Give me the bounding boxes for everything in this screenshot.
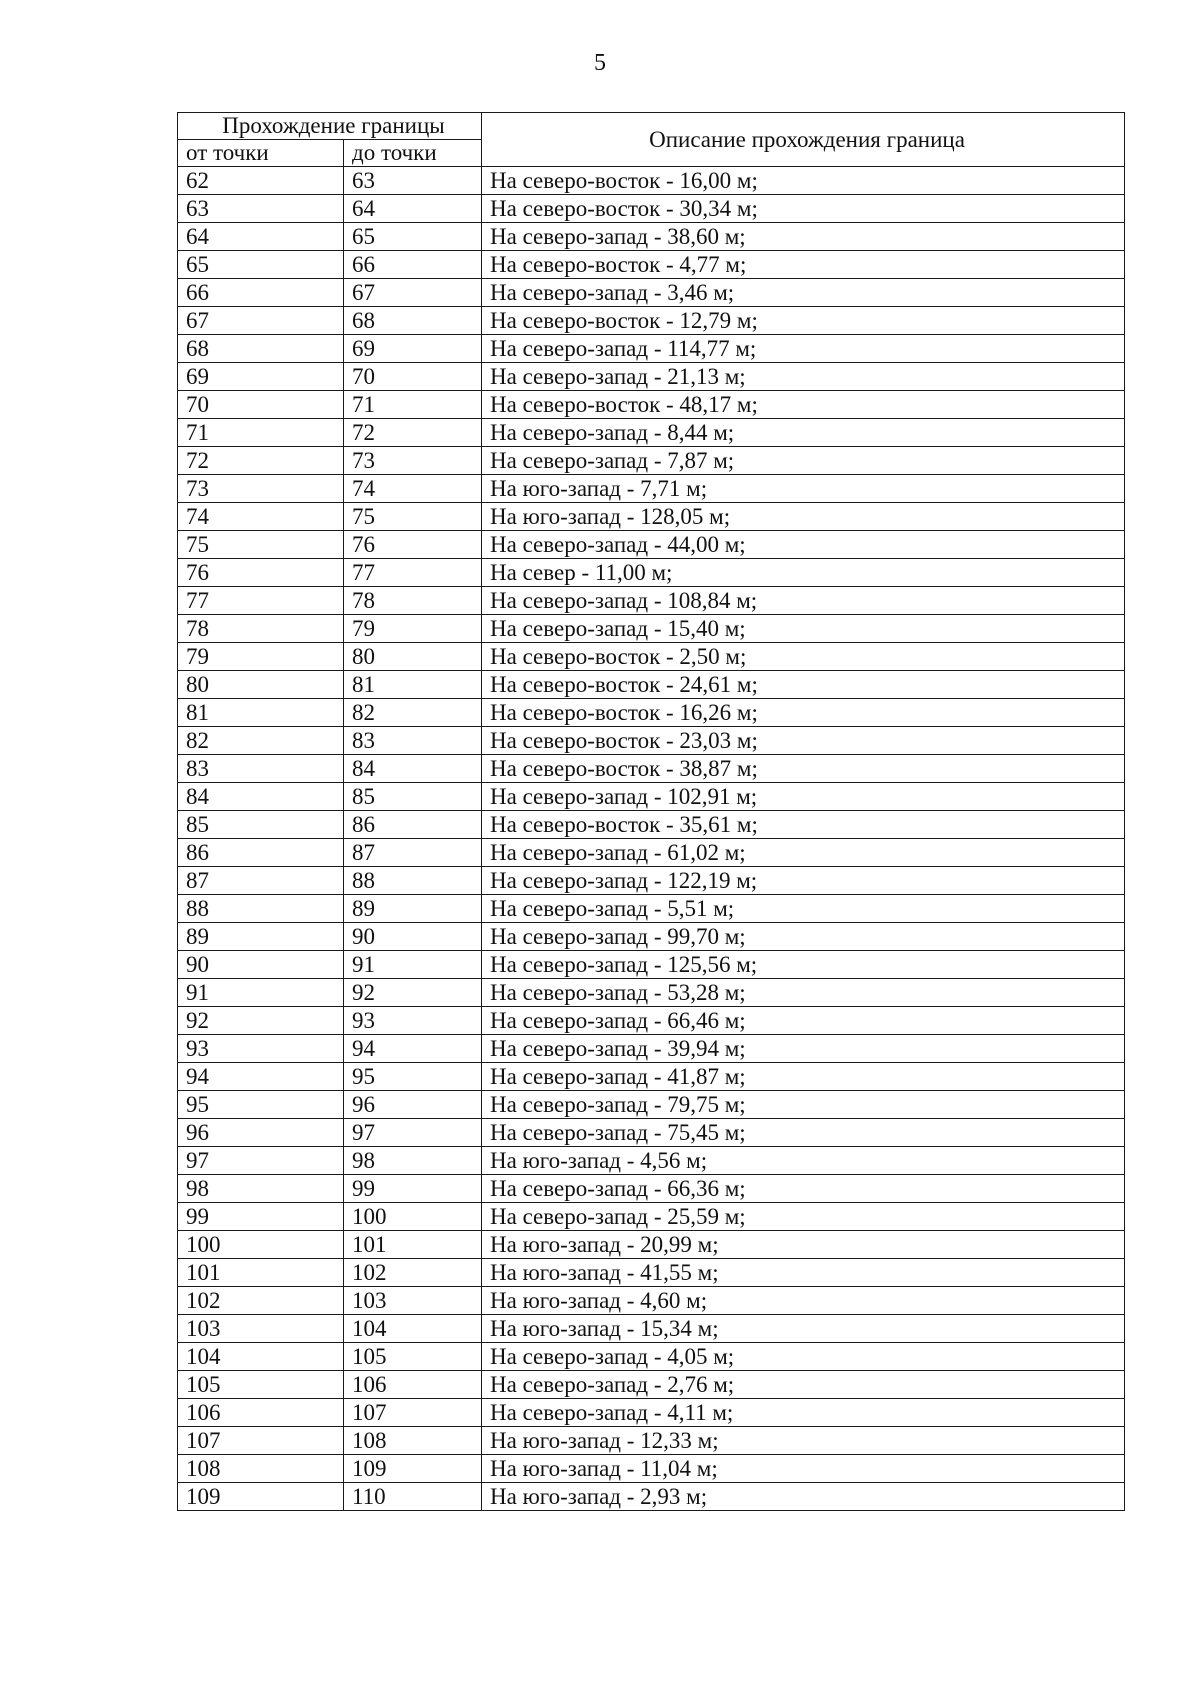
description-cell: На северо-восток - 35,61 м;: [482, 811, 1125, 839]
from-point-cell: 72: [178, 447, 344, 475]
table-row: [178, 531, 1125, 559]
from-point-cell: 100: [178, 1231, 344, 1259]
table-row: [178, 1147, 1125, 1175]
to-point-cell: 81: [344, 671, 482, 699]
description-cell: На северо-запад - 5,51 м;: [482, 895, 1125, 923]
description-cell: На северо-восток - 4,77 м;: [482, 251, 1125, 279]
description-cell: На северо-запад - 4,11 м;: [482, 1399, 1125, 1427]
to-point-cell: 65: [344, 223, 482, 251]
description-cell: На северо-запад - 108,84 м;: [482, 587, 1125, 615]
description-cell: На северо-запад - 44,00 м;: [482, 531, 1125, 559]
table-row: [178, 1203, 1125, 1231]
description-header: Описание прохождения граница: [482, 113, 1125, 167]
table-row: [178, 1231, 1125, 1259]
from-point-cell: 91: [178, 979, 344, 1007]
to-point-cell: 66: [344, 251, 482, 279]
to-point-cell: 98: [344, 1147, 482, 1175]
description-cell: На юго-запад - 4,56 м;: [482, 1147, 1125, 1175]
description-cell: На северо-запад - 66,46 м;: [482, 1007, 1125, 1035]
table-row: [178, 1119, 1125, 1147]
description-cell: На юго-запад - 15,34 м;: [482, 1315, 1125, 1343]
page-number: 5: [594, 50, 606, 76]
table-row: [178, 811, 1125, 839]
from-point-cell: 99: [178, 1203, 344, 1231]
from-point-cell: 84: [178, 783, 344, 811]
table-row: [178, 783, 1125, 811]
table-row: [178, 363, 1125, 391]
from-point-cell: 96: [178, 1119, 344, 1147]
description-cell: На юго-запад - 20,99 м;: [482, 1231, 1125, 1259]
table-row: [178, 727, 1125, 755]
description-cell: На север - 11,00 м;: [482, 559, 1125, 587]
table-row: [178, 1371, 1125, 1399]
to-point-header: до точки: [344, 140, 482, 167]
description-cell: На северо-восток - 30,34 м;: [482, 195, 1125, 223]
to-point-cell: 76: [344, 531, 482, 559]
from-point-cell: 82: [178, 727, 344, 755]
to-point-cell: 67: [344, 279, 482, 307]
description-cell: На юго-запад - 11,04 м;: [482, 1455, 1125, 1483]
from-point-cell: 90: [178, 951, 344, 979]
table-row: [178, 1063, 1125, 1091]
to-point-cell: 86: [344, 811, 482, 839]
to-point-cell: 106: [344, 1371, 482, 1399]
description-cell: На северо-запад - 125,56 м;: [482, 951, 1125, 979]
table-row: [178, 335, 1125, 363]
from-point-cell: 68: [178, 335, 344, 363]
description-cell: На юго-запад - 128,05 м;: [482, 503, 1125, 531]
description-cell: На северо-запад - 3,46 м;: [482, 279, 1125, 307]
from-point-cell: 63: [178, 195, 344, 223]
from-point-cell: 106: [178, 1399, 344, 1427]
table-row: [178, 475, 1125, 503]
to-point-cell: 68: [344, 307, 482, 335]
to-point-cell: 102: [344, 1259, 482, 1287]
description-cell: На северо-восток - 2,50 м;: [482, 643, 1125, 671]
from-point-cell: 109: [178, 1483, 344, 1511]
from-point-cell: 83: [178, 755, 344, 783]
description-cell: На северо-запад - 21,13 м;: [482, 363, 1125, 391]
table-row: [178, 671, 1125, 699]
to-point-cell: 75: [344, 503, 482, 531]
from-point-cell: 98: [178, 1175, 344, 1203]
from-point-cell: 87: [178, 867, 344, 895]
from-point-cell: 102: [178, 1287, 344, 1315]
table-row: [178, 251, 1125, 279]
boundary-table: [177, 112, 1125, 1511]
to-point-cell: 101: [344, 1231, 482, 1259]
from-point-cell: 104: [178, 1343, 344, 1371]
table-row: [178, 755, 1125, 783]
description-cell: На юго-запад - 2,93 м;: [482, 1483, 1125, 1511]
from-point-cell: 89: [178, 923, 344, 951]
from-point-cell: 65: [178, 251, 344, 279]
description-cell: На северо-запад - 75,45 м;: [482, 1119, 1125, 1147]
to-point-cell: 105: [344, 1343, 482, 1371]
description-cell: На северо-запад - 114,77 м;: [482, 335, 1125, 363]
to-point-cell: 110: [344, 1483, 482, 1511]
description-cell: На северо-запад - 39,94 м;: [482, 1035, 1125, 1063]
description-cell: На юго-запад - 12,33 м;: [482, 1427, 1125, 1455]
description-cell: На северо-запад - 41,87 м;: [482, 1063, 1125, 1091]
from-point-cell: 67: [178, 307, 344, 335]
from-point-cell: 62: [178, 167, 344, 195]
from-point-cell: 73: [178, 475, 344, 503]
description-cell: На северо-запад - 15,40 м;: [482, 615, 1125, 643]
table-row: [178, 559, 1125, 587]
table-row: [178, 447, 1125, 475]
table-row: [178, 1259, 1125, 1287]
table-row: [178, 1007, 1125, 1035]
description-cell: На северо-восток - 12,79 м;: [482, 307, 1125, 335]
from-point-header: от точки: [178, 140, 344, 167]
to-point-cell: 93: [344, 1007, 482, 1035]
boundary-passage-header: Прохождение границы: [178, 113, 482, 140]
table-row: [178, 1399, 1125, 1427]
from-point-cell: 105: [178, 1371, 344, 1399]
from-point-cell: 76: [178, 559, 344, 587]
from-point-cell: 97: [178, 1147, 344, 1175]
table-row: [178, 951, 1125, 979]
from-point-cell: 79: [178, 643, 344, 671]
from-point-cell: 64: [178, 223, 344, 251]
to-point-cell: 64: [344, 195, 482, 223]
to-point-cell: 70: [344, 363, 482, 391]
table-row: [178, 1175, 1125, 1203]
table-body: [178, 167, 1125, 1511]
from-point-cell: 66: [178, 279, 344, 307]
table-row: [178, 895, 1125, 923]
to-point-cell: 80: [344, 643, 482, 671]
to-point-cell: 78: [344, 587, 482, 615]
description-cell: На юго-запад - 7,71 м;: [482, 475, 1125, 503]
to-point-cell: 83: [344, 727, 482, 755]
from-point-cell: 101: [178, 1259, 344, 1287]
to-point-cell: 73: [344, 447, 482, 475]
table-row: [178, 1035, 1125, 1063]
from-point-cell: 93: [178, 1035, 344, 1063]
to-point-cell: 77: [344, 559, 482, 587]
from-point-cell: 81: [178, 699, 344, 727]
description-cell: На северо-восток - 23,03 м;: [482, 727, 1125, 755]
description-cell: На северо-запад - 2,76 м;: [482, 1371, 1125, 1399]
description-cell: На северо-восток - 16,26 м;: [482, 699, 1125, 727]
table-row: [178, 1483, 1125, 1511]
to-point-cell: 85: [344, 783, 482, 811]
table-row: [178, 1427, 1125, 1455]
to-point-cell: 104: [344, 1315, 482, 1343]
table-row: [178, 279, 1125, 307]
description-cell: На северо-запад - 4,05 м;: [482, 1343, 1125, 1371]
description-cell: На северо-запад - 122,19 м;: [482, 867, 1125, 895]
table-row: [178, 587, 1125, 615]
description-cell: На северо-восток - 38,87 м;: [482, 755, 1125, 783]
description-cell: На северо-запад - 38,60 м;: [482, 223, 1125, 251]
description-cell: На северо-запад - 8,44 м;: [482, 419, 1125, 447]
table-row: [178, 167, 1125, 195]
to-point-cell: 74: [344, 475, 482, 503]
table-row: [178, 223, 1125, 251]
from-point-cell: 107: [178, 1427, 344, 1455]
description-cell: На северо-восток - 16,00 м;: [482, 167, 1125, 195]
from-point-cell: 92: [178, 1007, 344, 1035]
description-cell: На северо-восток - 24,61 м;: [482, 671, 1125, 699]
description-cell: На юго-запад - 41,55 м;: [482, 1259, 1125, 1287]
table-row: [178, 979, 1125, 1007]
table-row: [178, 1343, 1125, 1371]
description-cell: На северо-запад - 102,91 м;: [482, 783, 1125, 811]
to-point-cell: 79: [344, 615, 482, 643]
to-point-cell: 63: [344, 167, 482, 195]
to-point-cell: 107: [344, 1399, 482, 1427]
to-point-cell: 109: [344, 1455, 482, 1483]
from-point-cell: 94: [178, 1063, 344, 1091]
to-point-cell: 96: [344, 1091, 482, 1119]
to-point-cell: 88: [344, 867, 482, 895]
description-cell: На северо-запад - 53,28 м;: [482, 979, 1125, 1007]
table-row: [178, 615, 1125, 643]
to-point-cell: 97: [344, 1119, 482, 1147]
to-point-cell: 89: [344, 895, 482, 923]
table-row: [178, 1287, 1125, 1315]
description-cell: На северо-запад - 7,87 м;: [482, 447, 1125, 475]
table-row: [178, 195, 1125, 223]
from-point-cell: 70: [178, 391, 344, 419]
to-point-cell: 100: [344, 1203, 482, 1231]
table-row: [178, 1315, 1125, 1343]
description-cell: На северо-запад - 61,02 м;: [482, 839, 1125, 867]
to-point-cell: 87: [344, 839, 482, 867]
to-point-cell: 94: [344, 1035, 482, 1063]
table-row: [178, 867, 1125, 895]
from-point-cell: 69: [178, 363, 344, 391]
to-point-cell: 108: [344, 1427, 482, 1455]
from-point-cell: 95: [178, 1091, 344, 1119]
to-point-cell: 95: [344, 1063, 482, 1091]
to-point-cell: 103: [344, 1287, 482, 1315]
from-point-cell: 75: [178, 531, 344, 559]
table-row: [178, 643, 1125, 671]
table-row: [178, 923, 1125, 951]
from-point-cell: 108: [178, 1455, 344, 1483]
to-point-cell: 90: [344, 923, 482, 951]
to-point-cell: 99: [344, 1175, 482, 1203]
table-row: [178, 1455, 1125, 1483]
to-point-cell: 69: [344, 335, 482, 363]
to-point-cell: 91: [344, 951, 482, 979]
from-point-cell: 71: [178, 419, 344, 447]
description-cell: На северо-запад - 66,36 м;: [482, 1175, 1125, 1203]
table-row: [178, 419, 1125, 447]
to-point-cell: 71: [344, 391, 482, 419]
table-row: [178, 1091, 1125, 1119]
from-point-cell: 80: [178, 671, 344, 699]
description-cell: На северо-запад - 79,75 м;: [482, 1091, 1125, 1119]
table-row: [178, 307, 1125, 335]
description-cell: На северо-восток - 48,17 м;: [482, 391, 1125, 419]
from-point-cell: 78: [178, 615, 344, 643]
description-cell: На северо-запад - 25,59 м;: [482, 1203, 1125, 1231]
to-point-cell: 92: [344, 979, 482, 1007]
to-point-cell: 82: [344, 699, 482, 727]
table-row: [178, 391, 1125, 419]
from-point-cell: 74: [178, 503, 344, 531]
table-row: [178, 839, 1125, 867]
to-point-cell: 84: [344, 755, 482, 783]
from-point-cell: 103: [178, 1315, 344, 1343]
description-cell: На юго-запад - 4,60 м;: [482, 1287, 1125, 1315]
from-point-cell: 88: [178, 895, 344, 923]
table-row: [178, 503, 1125, 531]
from-point-cell: 77: [178, 587, 344, 615]
from-point-cell: 86: [178, 839, 344, 867]
to-point-cell: 72: [344, 419, 482, 447]
from-point-cell: 85: [178, 811, 344, 839]
description-cell: На северо-запад - 99,70 м;: [482, 923, 1125, 951]
table-row: [178, 699, 1125, 727]
